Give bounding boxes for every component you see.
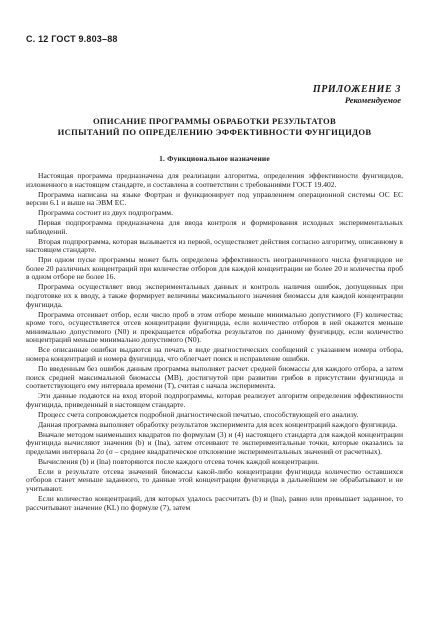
paragraph: Вторая подпрограмма, которая вызывается из первой, осуществляет действия согласно алгоритму, описанному в настоящем стандарте. — [26, 236, 403, 255]
paragraph: Настоящая программа предназначена для реализации алгоритма, определения эффективности фунгицидов, изложенного в настоящем стандарте, и составлена в соответствии с требованиями ГОСТ 19.402. — [26, 171, 403, 189]
appendix-number: ПРИЛОЖЕНИЕ 3 — [312, 84, 401, 95]
paragraph: При одном пуске программы может быть определена эффективность неограниченного числа фунгицидов не более 20 различных концентраций при количестве отборов для каждой концентрации не более 20 и количества проб в одном отборе не более 16. — [26, 255, 403, 282]
paragraph: Вначале методом наименьших квадратов по формулам (3) и (4) настоящего стандарта для каждой концентрации фунгицида вычисляют значения (b) и (lna), затем отсеивают те экспериментальные точки, которые оказались за пределами интервала 2σ (σ – среднее квадратическое отклонение экспериментальных значений от расчетных). — [26, 429, 403, 456]
title-line-2: ИСПЫТАНИЙ ПО ОПРЕДЕЛЕНИЮ ЭФФЕКТИВНОСТИ ФУНГИЦИДОВ — [57, 127, 372, 137]
paragraph: Если в результате отсева значений биомассы какой-либо концентрации фунгицида количество оставшихся отборов станет меньше заданного, то данные этой концентрации фунгицида в дальнейшем не обрабатывают и не учитывают. — [26, 466, 403, 494]
title-line-1: ОПИСАНИЕ ПРОГРАММЫ ОБРАБОТКИ РЕЗУЛЬТАТОВ — [92, 116, 337, 126]
paragraph: Данная программа выполняет обработку результатов эксперимента для всех концентраций каждого фунгицида. — [38, 419, 398, 429]
paragraph: Программа осуществляет ввод экспериментальных данных и контроль наличия ошибок, допущенных при подготовке их к вводу, а также формирует величины максимального значения биомассы для каждой концентрации фунгицида. — [26, 282, 403, 309]
paragraph: Программа отсеивает отбор, если число проб в этом отборе меньше минимально допустимого (F) количества; кроме того, осуществляется отсев концентрации фунгицида, если количество отборов в ней окажется меньше минимально допустимого (N0) и прекращается обработка результатов по данному фунгициду, если количество концентраций меньше минимально допустимого (N0). — [26, 309, 403, 345]
paragraph: Программа состоит из двух подпрограмм. — [38, 208, 173, 218]
paragraph: Эти данные подаются на вход второй подпрограммы, которая реализует алгоритм определения эффективности фунгицида, приведенный в настоящем стандарте. — [26, 391, 403, 409]
paragraph: Если количество концентраций, для которых удалось рассчитать (b) и (lna), равно или превышает заданное, то рассчитывают значение (KL) по формуле (7), затем — [26, 494, 403, 512]
paragraph: Первая подпрограмма предназначена для ввода контроля и формирования исходных экспериментальных наблюдений. — [26, 218, 403, 236]
paragraph: Вычисления (b) и (lna) повторяются после каждого отсева точек каждой концентрации. — [38, 456, 319, 466]
paragraph: По введенным без ошибок данным программа выполняет расчет средней биомассы для каждого отбора, а затем поиск средней максимальной биомассы (MB), достигнутой при развитии грибов в присутствии фунгицида и соответствующего ему интервала времени (T), считая с начала эксперимента. — [26, 363, 403, 391]
document-title — [26, 116, 403, 138]
body-text — [26, 172, 403, 512]
paragraph: Все описанные ошибки выдаются на печать в виде диагностических сообщений с указанием номера отбора, номера концентраций и номера фунгицида, что облегчает поиск и исправление ошибки. — [26, 345, 403, 363]
appendix-label — [313, 84, 401, 105]
page-header: С. 12 ГОСТ 9.803–88 — [26, 34, 118, 44]
paragraph: Процесс счета сопровождается подробной диагностической печатью, способствующей его анализу. — [38, 409, 359, 419]
section-heading: 1. Функциональное назначение — [159, 154, 270, 163]
paragraph: Программа написана на языке Фортран и функционирует под управлением операционной системы ОС ЕС версии 6.1 и выше на ЭВМ ЕС. — [26, 189, 403, 208]
appendix-status: Рекомендуемое — [344, 95, 401, 105]
